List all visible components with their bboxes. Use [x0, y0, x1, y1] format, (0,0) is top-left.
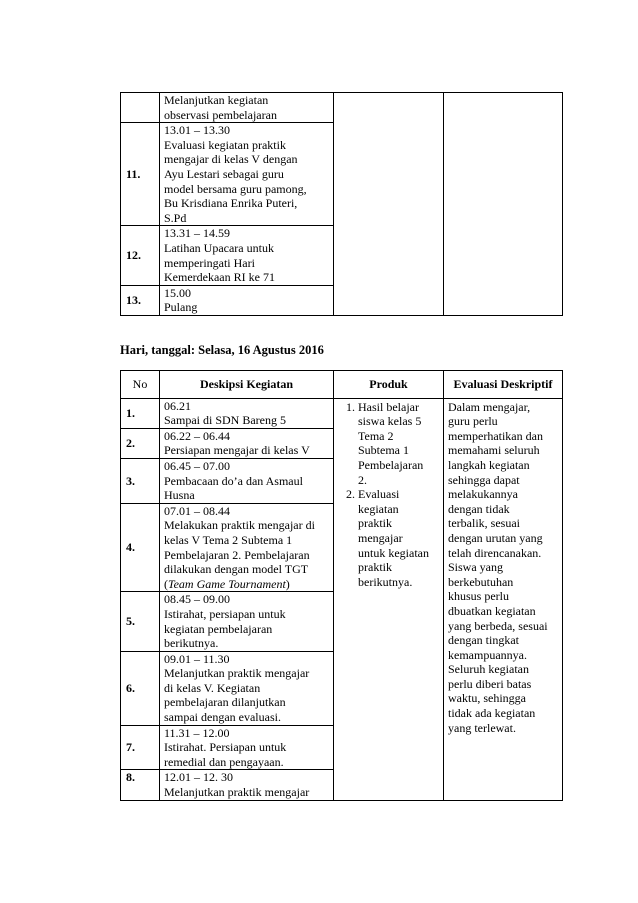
activity-line: Bu Krisdiana Enrika Puteri, [164, 196, 298, 211]
produk-cell-empty [334, 93, 444, 316]
activity-line: 09.01 – 11.30 [164, 651, 230, 666]
activity-line: 13.31 – 14.59 [164, 226, 230, 241]
table-row [121, 93, 563, 123]
activity-line: Melanjutkan kegiatan [164, 93, 269, 107]
activity-cell [160, 285, 334, 315]
row-number: 11. [121, 123, 160, 226]
produk-line: praktik [358, 560, 392, 575]
activity-line: Evaluasi kegiatan praktik [164, 137, 286, 152]
evaluasi-line: langkah kegiatan [448, 457, 530, 472]
activity-line: sampai dengan evaluasi. [164, 710, 281, 725]
evaluasi-line: yang terlewat. [448, 720, 516, 735]
activity-line: Istirahat, persiapan untuk [164, 606, 286, 621]
row-number: 7. [121, 725, 160, 770]
activity-line: Melakukan praktik mengajar di [164, 518, 315, 533]
produk-line: Tema 2 [358, 428, 394, 443]
activity-cell [160, 123, 334, 226]
model-name: Team Game Tournament [168, 576, 286, 591]
produk-item [358, 400, 439, 488]
activity-line: 06.45 – 07.00 [164, 458, 230, 473]
evaluasi-line: telah direncanakan. [448, 545, 542, 560]
evaluasi-line: khusus perlu [448, 589, 509, 604]
evaluasi-line: perlu diberi batas [448, 676, 532, 691]
activity-line: Sampai di SDN Bareng 5 [164, 413, 286, 428]
activity-cell [160, 770, 334, 800]
activity-line: pembelajaran dilanjutkan [164, 695, 286, 710]
row-number: 1. [121, 398, 160, 428]
evaluasi-cell [444, 398, 563, 800]
activity-line: Kemerdekaan RI ke 71 [164, 270, 275, 285]
table-header-row [121, 371, 563, 399]
activity-line: Husna [164, 488, 195, 503]
day-date-heading: Hari, tanggal: Selasa, 16 Agustus 2016 [120, 343, 324, 357]
activity-cell [160, 592, 334, 651]
produk-line: Subtema 1 [358, 443, 409, 458]
activity-table-continued [120, 92, 563, 316]
activity-line: berikutnya. [164, 636, 219, 651]
activity-line: 12.01 – 12. 30 [164, 770, 233, 785]
evaluasi-line: dengan tidak [448, 501, 510, 516]
evaluasi-line: yang berbeda, sesuai [448, 618, 548, 633]
activity-line: Pulang [164, 300, 198, 315]
activity-line: Ayu Lestari sebagai guru [164, 166, 284, 181]
activity-line: 08.45 – 09.00 [164, 592, 230, 607]
activity-cell [160, 458, 334, 503]
row-number: 3. [121, 458, 160, 503]
activity-line: S.Pd [164, 210, 187, 225]
produk-line: 2. [358, 472, 367, 487]
activity-line: kegiatan pembelajaran [164, 621, 273, 636]
row-number: 12. [121, 226, 160, 285]
row-number: 13. [121, 285, 160, 315]
activity-line: mengajar di kelas V dengan [164, 152, 298, 167]
evaluasi-cell-empty [444, 93, 563, 316]
activity-cell [160, 503, 334, 592]
activity-line: 13.01 – 13.30 [164, 123, 230, 138]
produk-line: berikutnya. [358, 574, 413, 589]
evaluasi-line: waktu, sehingga [448, 691, 526, 706]
activity-cell [160, 428, 334, 458]
produk-line: 2. Evaluasi [358, 487, 400, 502]
activity-line: memperingati Hari [164, 255, 255, 270]
activity-table-tuesday [120, 370, 563, 801]
activity-line: kelas V Tema 2 Subtema 1 [164, 532, 293, 547]
evaluasi-line: dengan urutan yang [448, 530, 543, 545]
produk-list [338, 400, 439, 590]
activity-line: dilakukan dengan model TGT [164, 562, 309, 577]
evaluasi-line: berkebutuhan [448, 574, 514, 589]
evaluasi-line: terbalik, sesuai [448, 516, 520, 531]
activity-cell [160, 398, 334, 428]
header-no: No [121, 371, 160, 399]
header-produk: Produk [334, 371, 444, 399]
produk-cell [334, 398, 444, 800]
evaluasi-line: Seluruh kegiatan [448, 662, 529, 677]
row-number: 2. [121, 428, 160, 458]
evaluasi-line: Siswa yang [448, 560, 503, 575]
evaluasi-line: melakukannya [448, 487, 518, 502]
activity-cell [160, 725, 334, 770]
evaluasi-line: memahami seluruh [448, 443, 540, 458]
activity-cell [160, 651, 334, 725]
produk-line: mengajar [358, 530, 403, 545]
activity-line: observasi pembelajaran [164, 107, 277, 122]
activity-line: Latihan Upacara untuk [164, 240, 274, 255]
activity-line: 06.21 [164, 398, 191, 413]
activity-line: 15.00 [164, 285, 191, 300]
produk-line: untuk kegiatan [358, 545, 429, 560]
activity-cell [160, 226, 334, 285]
activity-line: Melanjutkan praktik mengajar [164, 785, 310, 800]
activity-line: (Team Game Tournament) [164, 576, 290, 591]
evaluasi-line: dengan tingkat [448, 633, 519, 648]
evaluasi-line: sehingga dapat [448, 472, 520, 487]
produk-line: 1. Hasil belajar [358, 399, 419, 414]
produk-item [358, 487, 439, 589]
row-number: 8. [121, 770, 160, 800]
produk-line: siswa kelas 5 [358, 414, 422, 429]
row-number: 6. [121, 651, 160, 725]
activity-line: Melanjutkan praktik mengajar [164, 666, 310, 681]
activity-line: 06.22 – 06.44 [164, 428, 230, 443]
activity-line: 11.31 – 12.00 [164, 725, 230, 740]
evaluasi-line: memperhatikan dan [448, 428, 543, 443]
produk-line: kegiatan [358, 501, 399, 516]
activity-line: Persiapan mengajar di kelas V [164, 443, 310, 458]
evaluasi-line: guru perlu [448, 414, 498, 429]
table-row [121, 398, 563, 428]
produk-line: Pembelajaran [358, 457, 424, 472]
activity-line: 07.01 – 08.44 [164, 503, 230, 518]
activity-line: Istirahat. Persiapan untuk [164, 740, 287, 755]
evaluasi-line: tidak ada kegiatan [448, 706, 536, 721]
row-number: 4. [121, 503, 160, 592]
activity-line: Pembacaan do’a dan Asmaul [164, 473, 303, 488]
evaluasi-line: kemampuannya. [448, 647, 527, 662]
evaluasi-line: Dalam mengajar, [448, 399, 531, 414]
activity-cell [160, 93, 334, 123]
row-number [121, 93, 160, 123]
header-kegiatan: Deskipsi Kegiatan [160, 371, 334, 399]
header-evaluasi: Evaluasi Deskriptif [444, 371, 563, 399]
activity-line: remedial dan pengayaan. [164, 754, 284, 769]
produk-line: praktik [358, 516, 392, 531]
activity-line: model bersama guru pamong, [164, 181, 307, 196]
activity-line: di kelas V. Kegiatan [164, 680, 261, 695]
row-number: 5. [121, 592, 160, 651]
evaluasi-line: dbuatkan kegiatan [448, 603, 536, 618]
activity-line: Pembelajaran 2. Pembelajaran [164, 547, 310, 562]
